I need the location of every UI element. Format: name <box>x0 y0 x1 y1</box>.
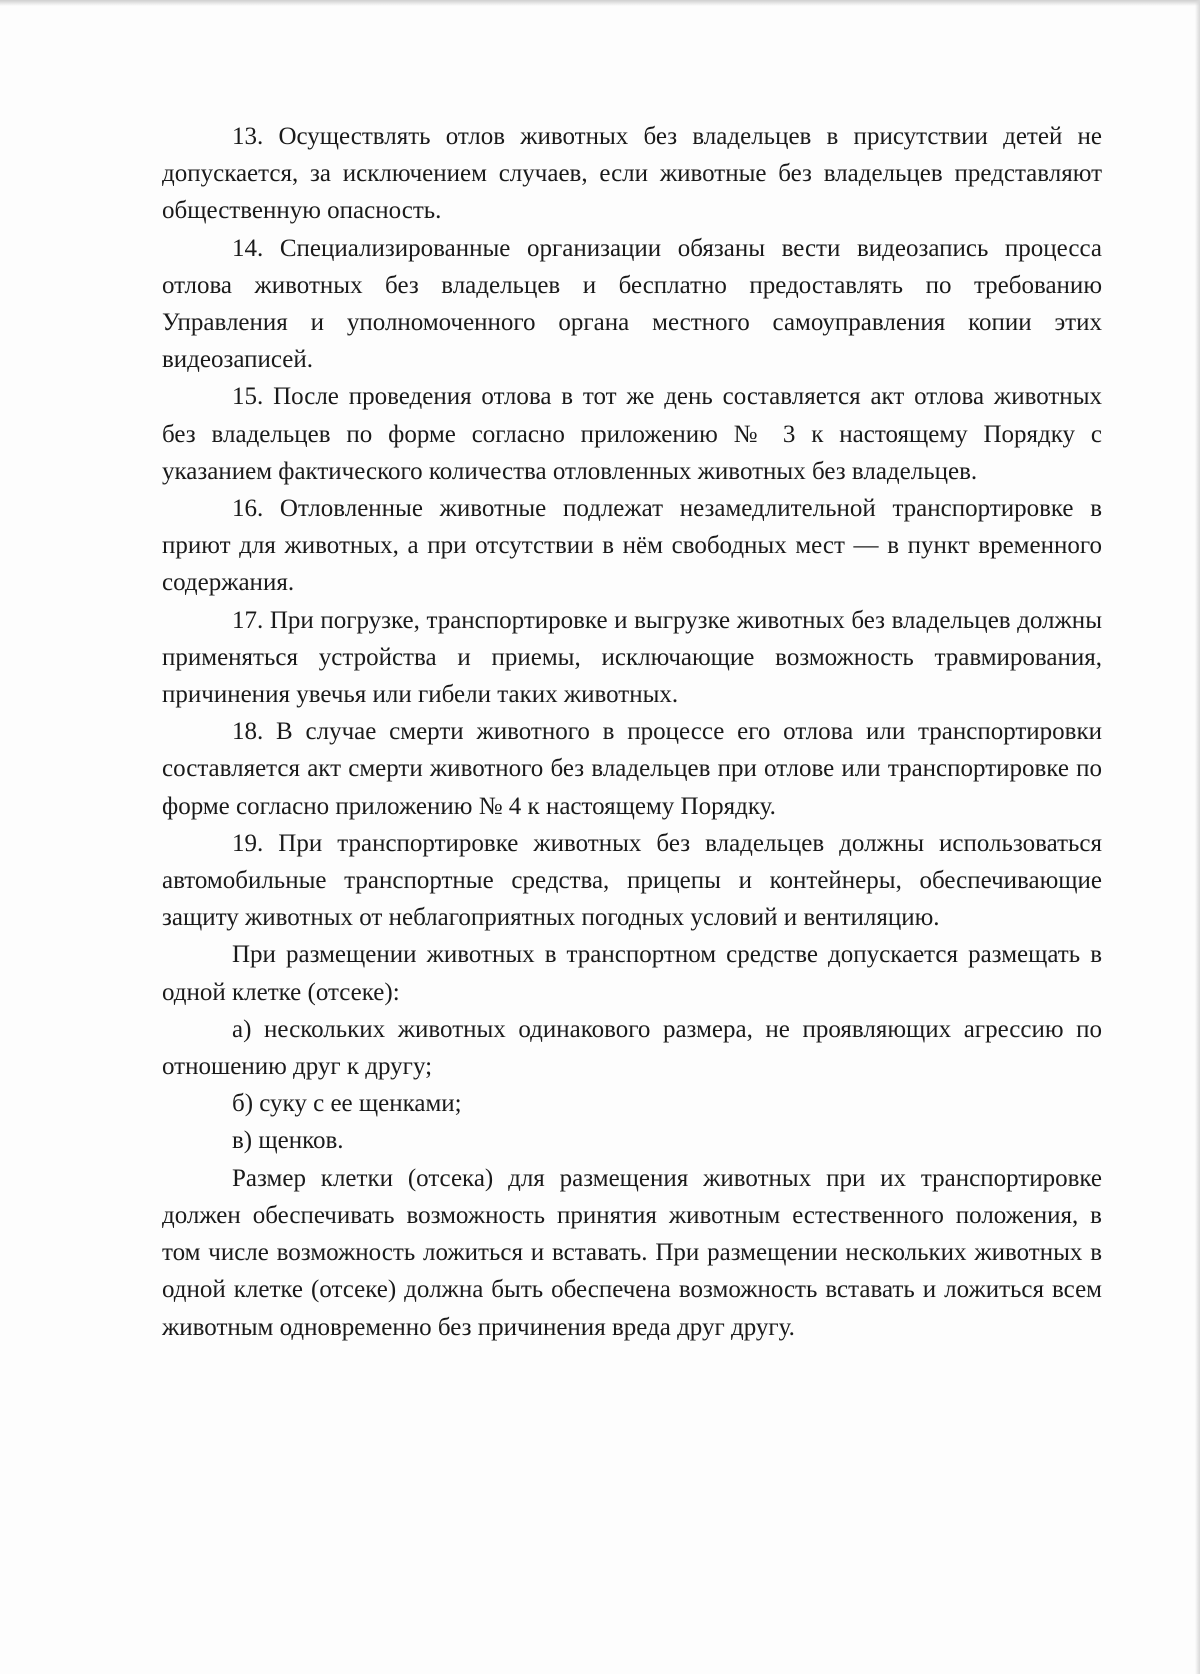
paragraph-18: 18. В случае смерти животного в процессе его отлова или транспортировки составляется акт смерти животного без владельцев при отлове или транспортировке по форме согласно приложению № 4 к настоящему Порядку. <box>162 718 1102 820</box>
scan-edge-right <box>1195 0 1200 1674</box>
paragraph-19: 19. При транспортировке животных без владельцев должны использоваться автомобильные транспортные средства, прицепы и контейнеры, обеспечивающие защиту животных от неблагоприятных погодных условий и вентиляцию. <box>162 829 1102 932</box>
paragraph-cage-size: Размер клетки (отсека) для размещения животных при их транспортировке должен обеспечивать возможность принятия животным естественного положения, в том числе возможность ложиться и вставать. При размещении нескольких животных в одной клетке (отсеке) должна быть обеспечена возможность вставать и ложиться всем животным одновременно без причинения вреда друг другу. <box>162 1164 1102 1341</box>
list-item-b: б) суку с ее щенками; <box>232 1090 462 1118</box>
list-item-a: а) нескольких животных одинакового размера, не проявляющих агрессию по отношению друг к другу; <box>162 1015 1102 1081</box>
paragraph-14: 14. Специализированные организации обязаны вести видеозапись процесса отлова животных без владельцев и бесплатно предоставлять по требованию Управления и уполномоченного органа местного самоуправления копии этих видеозаписей. <box>162 234 1102 374</box>
paragraph-16: 16. Отловленные животные подлежат незамедлительной транспортировке в приют для животных, а при отсутствии в нём свободных мест — в пункт временного содержания. <box>162 495 1102 597</box>
paragraph-13: 13. Осуществлять отлов животных без владельцев в присутствии детей не допускается, за исключением случаев, если животные без владельцев представляют общественную опасность. <box>162 123 1102 225</box>
document-body <box>162 118 1102 1346</box>
paragraph-17: 17. При погрузке, транспортировке и выгрузке животных без владельцев должны применяться устройства и приемы, исключающие возможность травмирования, причинения увечья или гибели таких животных. <box>162 606 1102 709</box>
paragraph-15: 15. После проведения отлова в тот же день составляется акт отлова животных без владельцев по форме согласно приложению № 3 к настоящему Порядку с указанием фактического количества отловленных животных без владельцев. <box>162 383 1102 485</box>
paragraph-transport-placement: При размещении животных в транспортном средстве допускается размещать в одной клетке (отсеке): <box>162 941 1102 1006</box>
scan-edge-top <box>0 0 1200 6</box>
list-item-c: в) щенков. <box>232 1127 344 1155</box>
